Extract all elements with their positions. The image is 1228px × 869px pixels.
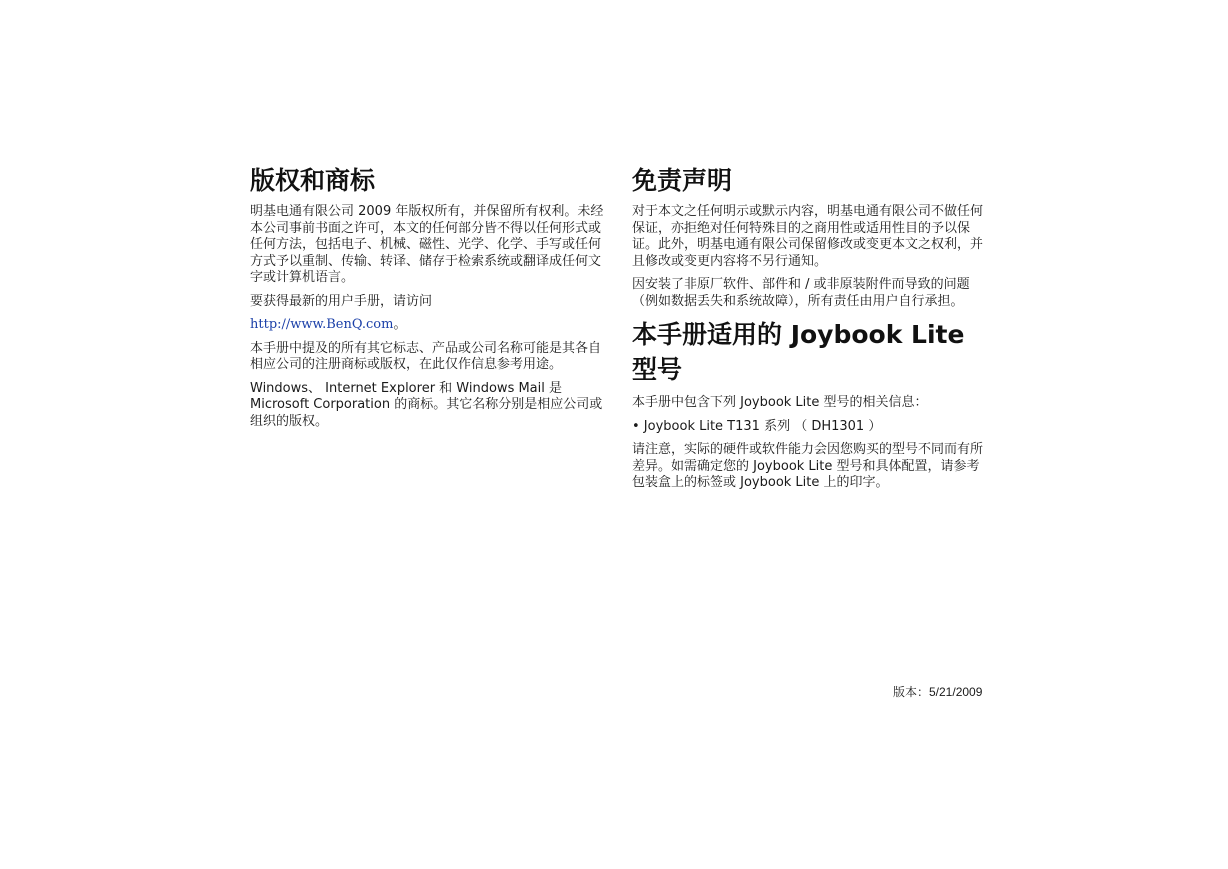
benq-link[interactable]: http://www.BenQ.com — [250, 317, 394, 332]
copyright-paragraph: 明基电通有限公司 2009 年版权所有，并保留所有权利。未经本公司事前书面之许可，本文的任何部分皆不得以任何形式或任何方法，包括电子、机械、磁性、光学、化学、手写或任何方式予以重制、传输、转译、储存于检索系统或翻译成任何文字或计算机语言。 — [250, 204, 604, 285]
manual-prompt: 要获得最新的用户手册，请访问 — [250, 293, 433, 309]
note-paragraph: 请注意，实际的硬件或软件能力会因您购买的型号不同而有所差异。如需确定您的 Joybook Lite 型号和具体配置，请参考包装盒上的标签或 Joybook Lite 上的印字。 — [632, 442, 984, 490]
left-column — [250, 164, 605, 437]
disclaimer-heading: 免责声明 — [632, 166, 733, 195]
url-suffix: 。 — [393, 317, 407, 332]
right-column — [632, 164, 988, 499]
copyright-heading: 版权和商标 — [250, 166, 376, 195]
damage-paragraph: 因安装了非原厂软件、部件和 / 或非原装附件而导致的问题 （例如数据丢失和系统故障），所有责任由用户自行承担。 — [632, 277, 970, 309]
disclaimer-paragraph: 对于本文之任何明示或默示内容，明基电通有限公司不做任何保证，亦拒绝对任何特殊目的之商用性或适用性目的予以保证。此外，明基电通有限公司保留修改或变更本文之权利，并且修改或变更内容将不另行通知。 — [632, 204, 984, 269]
model-list-item: • Joybook Lite T131 系列 （ DH1301 ） — [632, 418, 882, 434]
version-label: 版本：5/21/2009 — [893, 685, 983, 699]
models-heading: 本手册适用的 Joybook Lite 型号 — [632, 320, 965, 384]
models-intro: 本手册中包含下列 Joybook Lite 型号的相关信息： — [632, 395, 928, 410]
ms-trademarks-paragraph: Windows、 Internet Explorer 和 Windows Mail 是 Microsoft Corporation 的商标。其它名称分别是相应公司或组织的版权。 — [250, 380, 603, 429]
url-line — [250, 317, 605, 334]
trademarks-paragraph: 本手册中提及的所有其它标志、产品或公司名称可能是其各自相应公司的注册商标或版权，在此仅作信息参考用途。 — [250, 340, 602, 372]
